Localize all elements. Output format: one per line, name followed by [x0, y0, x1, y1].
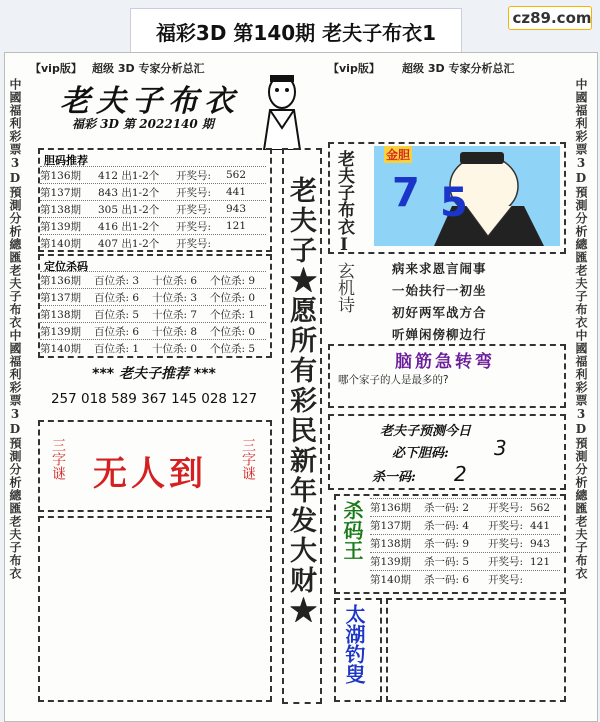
table-row: [40, 217, 266, 234]
vip-label-right: 【vip版】: [328, 62, 380, 75]
hundreds-cell: 百位杀: 6: [94, 291, 140, 304]
units-cell: 个位杀: 0: [210, 325, 256, 338]
gold-label: 金胆: [386, 148, 411, 162]
poem-lines: [392, 258, 487, 346]
result-label: 开奖号:: [176, 237, 212, 250]
card-digit-2: 5: [440, 180, 468, 226]
recommend-heading: *** 老夫子推荐 ***: [92, 366, 216, 382]
riddle-question: 哪个家子的人是最多的?: [338, 374, 449, 386]
result-cell: 943: [530, 537, 551, 550]
units-cell: 个位杀: 9: [210, 274, 256, 287]
kill-value: 2: [454, 462, 467, 486]
table-row: [370, 552, 560, 570]
result-label: 开奖号:: [488, 556, 524, 568]
vip-label-left: 【vip版】: [30, 62, 82, 75]
table-row: [40, 200, 266, 217]
old-man-cartoon: [250, 70, 314, 150]
issue-cell: 第139期: [370, 556, 412, 568]
must-label: 必下胆码:: [392, 446, 449, 461]
kill-cell: 杀一码: 9: [424, 538, 470, 550]
result-label: 开奖号:: [488, 538, 524, 550]
tens-cell: 十位杀: 6: [152, 274, 198, 287]
table-row: [40, 288, 266, 305]
hundreds-cell: 百位杀: 5: [94, 308, 140, 321]
banner-title: 老夫子布衣: [60, 84, 240, 119]
issue-line: 福彩 3D 第 2022140 期: [72, 117, 214, 131]
table-row: [40, 322, 266, 339]
issue-cell: 第140期: [40, 237, 82, 250]
issue-cell: 第140期: [370, 574, 412, 586]
site-logo[interactable]: [508, 6, 592, 30]
units-cell: 个位杀: 1: [210, 308, 256, 321]
subtitle-right: 超级 3D 专家分析总汇: [402, 62, 515, 75]
result-cell: 562: [226, 169, 247, 181]
card-title: 老夫子布衣I: [334, 150, 354, 255]
poem-line: 一始扶行一初坐: [392, 283, 487, 298]
pick-cell: 412 出1-2个: [98, 169, 160, 182]
result-label: 开奖号:: [176, 186, 212, 199]
poem-line: 初好两军战方合: [392, 305, 487, 320]
tens-cell: 十位杀: 0: [152, 342, 198, 355]
result-label: 开奖号:: [488, 520, 524, 532]
pick-cell: 305 出1-2个: [98, 203, 160, 216]
kill-cell: 杀一码: 2: [424, 502, 470, 514]
kill-cell: 杀一码: 5: [424, 556, 470, 568]
units-cell: 个位杀: 5: [210, 342, 256, 355]
left-edge-text-b: 中國福利彩票3D預測分析總匯老夫子布衣: [8, 329, 22, 580]
issue-cell: 第136期: [40, 274, 82, 287]
left-edge-text-a: 中國福利彩票3D預測分析總匯老夫子布衣: [8, 78, 22, 329]
result-cell: 441: [530, 519, 551, 532]
sanzimi-right: 三字谜: [240, 438, 256, 480]
riddle-title: 脑筋急转弯: [395, 351, 495, 372]
forecast-title: 老夫子预测今日: [380, 424, 472, 439]
result-label: 开奖号:: [176, 169, 212, 182]
issue-cell: 第140期: [40, 342, 82, 355]
units-cell: 个位杀: 0: [210, 291, 256, 304]
table-row: [40, 183, 266, 200]
site-logo-text: cz89.com: [512, 9, 592, 27]
result-label: 开奖号:: [176, 203, 212, 216]
table-row: [40, 339, 266, 356]
issue-cell: 第137期: [370, 520, 412, 532]
result-label: 开奖号:: [176, 220, 212, 233]
right-edge-text: [574, 78, 588, 698]
left-edge-text: [8, 78, 22, 698]
issue-cell: 第136期: [370, 502, 412, 514]
kill-label: 杀一码:: [372, 470, 416, 485]
table-row: [370, 534, 560, 552]
danma-heading: 胆码推荐: [44, 154, 88, 167]
dingwei-list: [40, 271, 266, 356]
poem-title: 玄机诗: [334, 262, 354, 313]
blank-box-left: [38, 516, 272, 702]
hundreds-cell: 百位杀: 1: [94, 342, 140, 355]
taihu-label: 太湖钓叟: [342, 604, 366, 684]
table-row: [40, 234, 266, 251]
shama-title: 杀码王: [340, 500, 364, 560]
pick-cell: 416 出1-2个: [98, 220, 160, 233]
tens-cell: 十位杀: 8: [152, 325, 198, 338]
poem-line: 听婵闲傍柳边行: [392, 327, 487, 342]
poem-line: 病来求恩言闹事: [392, 261, 487, 276]
table-row: [40, 271, 266, 288]
issue-cell: 第136期: [40, 169, 82, 182]
pick-cell: 843 出1-2个: [98, 186, 160, 199]
hundreds-cell: 百位杀: 3: [94, 274, 140, 287]
tens-cell: 十位杀: 7: [152, 308, 198, 321]
issue-cell: 第139期: [40, 325, 82, 338]
result-cell: 562: [530, 501, 551, 514]
right-edge-text-b: 中國福利彩票3D預測分析總匯老夫子布衣: [574, 329, 588, 580]
issue-cell: 第138期: [40, 308, 82, 321]
sanzimi-left: 三字谜: [50, 438, 66, 480]
right-edge-text-a: 中國福利彩票3D預測分析總匯老夫子布衣: [574, 78, 588, 329]
sanzimi-answer: 无人到: [93, 454, 207, 494]
card-digit-1: 7: [392, 170, 420, 216]
issue-cell: 第139期: [40, 220, 82, 233]
danma-list: [40, 166, 266, 251]
shama-list: [370, 498, 560, 588]
issue-cell: 第138期: [40, 203, 82, 216]
table-row: [370, 498, 560, 516]
result-cell: 121: [530, 555, 551, 568]
hundreds-cell: 百位杀: 6: [94, 325, 140, 338]
recommend-numbers: 257 018 589 367 145 028 127: [50, 391, 258, 407]
tens-cell: 十位杀: 3: [152, 291, 198, 304]
must-value: 3: [494, 436, 507, 460]
issue-cell: 第138期: [370, 538, 412, 550]
center-slogan: 老夫子★愿所有彩民新年发大财★: [285, 176, 316, 626]
result-label: 开奖号:: [488, 502, 524, 514]
table-row: [370, 570, 560, 588]
kill-cell: 杀一码: 6: [424, 574, 470, 586]
pick-cell: 407 出1-2个: [98, 237, 160, 250]
page-title: 福彩3D 第140期 老夫子布衣1: [130, 8, 462, 54]
result-cell: 943: [226, 203, 247, 215]
issue-cell: 第137期: [40, 291, 82, 304]
table-row: [40, 305, 266, 322]
result-cell: 441: [226, 186, 247, 198]
result-cell: 121: [226, 220, 247, 232]
table-row: [40, 166, 266, 183]
blank-box-right: [386, 598, 566, 702]
dingwei-heading: 定位杀码: [44, 260, 88, 273]
table-row: [370, 516, 560, 534]
subtitle-left: 超级 3D 专家分析总汇: [92, 62, 205, 75]
kill-cell: 杀一码: 4: [424, 520, 470, 532]
result-label: 开奖号:: [488, 574, 524, 586]
issue-cell: 第137期: [40, 186, 82, 199]
